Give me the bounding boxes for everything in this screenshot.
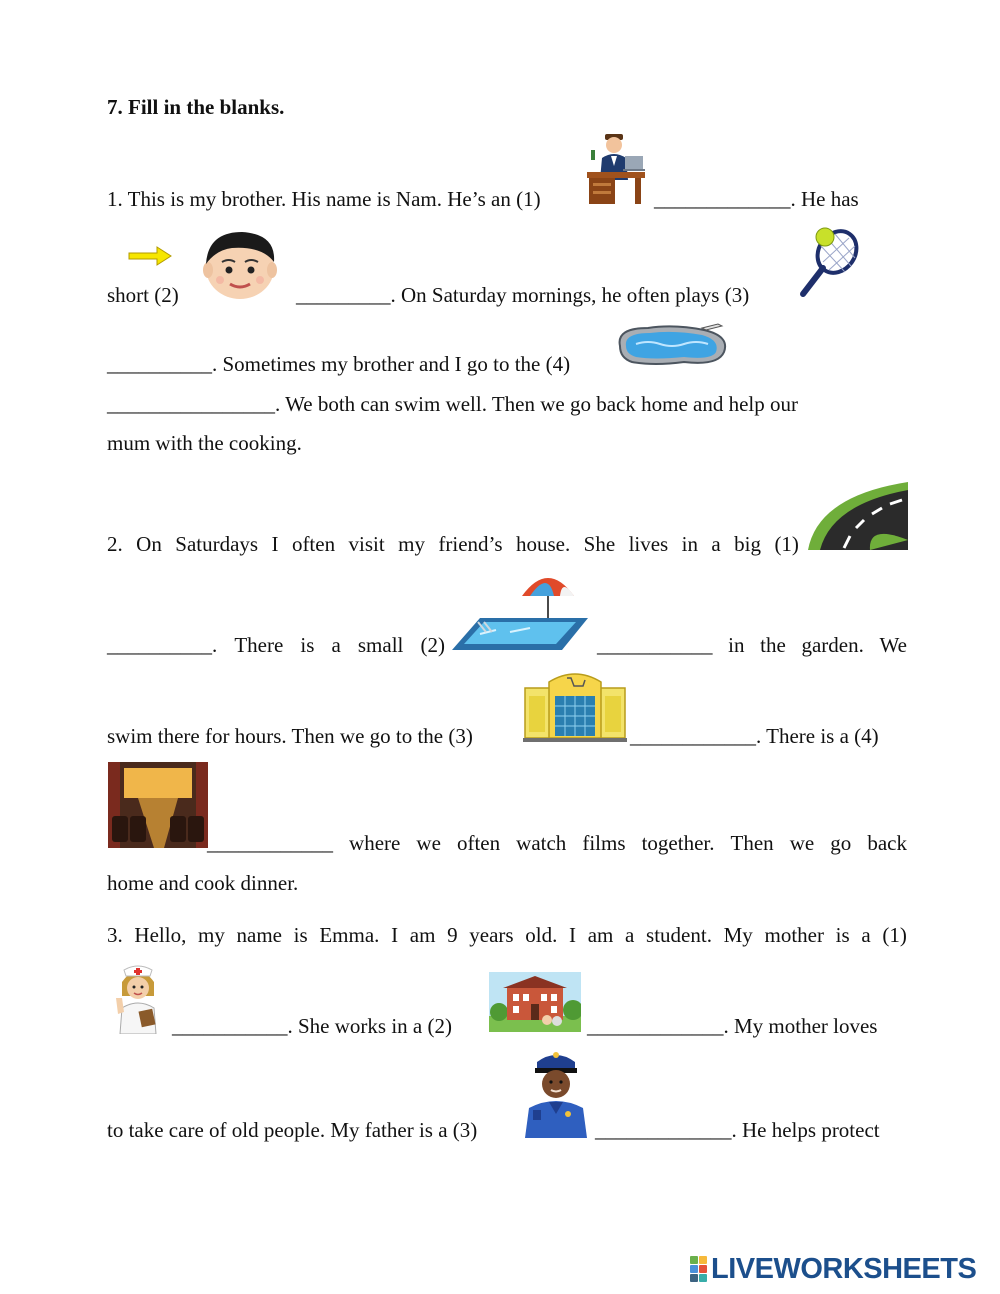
- arrow-icon: [127, 245, 173, 267]
- p2-line5-text: home and cook dinner.: [107, 871, 299, 895]
- p3-line2-start[interactable]: ___________. She works in a (2): [172, 1014, 452, 1038]
- road-icon: [808, 480, 908, 550]
- shopping-mall-icon: [523, 668, 627, 744]
- p3-line2-end[interactable]: _____________. My mother loves: [587, 1014, 878, 1038]
- p1-line5-text: mum with the cooking.: [107, 431, 302, 455]
- swimming-pool-icon: [614, 320, 732, 368]
- logo-text: LIVEWORKSHEETS: [711, 1252, 977, 1285]
- p2-line1: 2. On Saturdays I often visit my friend’s house. She lives in a big (1): [107, 532, 799, 556]
- p1-line4-text[interactable]: ________________. We both can swim well. Then we go back home and help our: [107, 392, 798, 416]
- p2-line4[interactable]: ____________ where we often watch films together. Then we go back: [207, 831, 907, 855]
- tennis-racket-icon: [793, 226, 863, 304]
- p2-line2-start[interactable]: __________. There is a small (2): [107, 633, 445, 657]
- p2-line3-start: swim there for hours. Then we go to the (3): [107, 724, 473, 748]
- p2-line3-end[interactable]: ____________. There is a (4): [630, 724, 879, 748]
- p1-line2-start: short (2): [107, 283, 179, 307]
- nursing-home-icon: [489, 972, 581, 1032]
- liveworksheets-logo: [690, 1254, 976, 1284]
- boy-face-icon: [202, 228, 278, 302]
- office-worker-icon: [585, 132, 647, 208]
- p3-line3-start: to take care of old people. My father is a (3): [107, 1118, 478, 1142]
- p3-line3-end[interactable]: _____________. He helps protect: [595, 1118, 880, 1142]
- p1-line1-end[interactable]: _____________. He has: [654, 187, 859, 211]
- p2-line2-end[interactable]: ___________ in the garden. We: [597, 633, 907, 657]
- logo-badge-icon: [690, 1256, 707, 1282]
- p3-line1: 3. Hello, my name is Emma. I am 9 years old. I am a student. My mother is a (1): [107, 923, 907, 947]
- cinema-icon: [108, 762, 208, 848]
- p1-line1-text: 1. This is my brother. His name is Nam. He’s an (1): [107, 187, 541, 211]
- nurse-icon: [108, 962, 168, 1034]
- p1-line3-text[interactable]: __________. Sometimes my brother and I go to the (4): [107, 352, 571, 376]
- p1-line2-text[interactable]: _________. On Saturday mornings, he often plays (3): [296, 283, 750, 307]
- police-officer-icon: [521, 1048, 591, 1138]
- exercise-title: 7. Fill in the blanks.: [107, 95, 285, 119]
- pool-umbrella-icon: [450, 566, 590, 654]
